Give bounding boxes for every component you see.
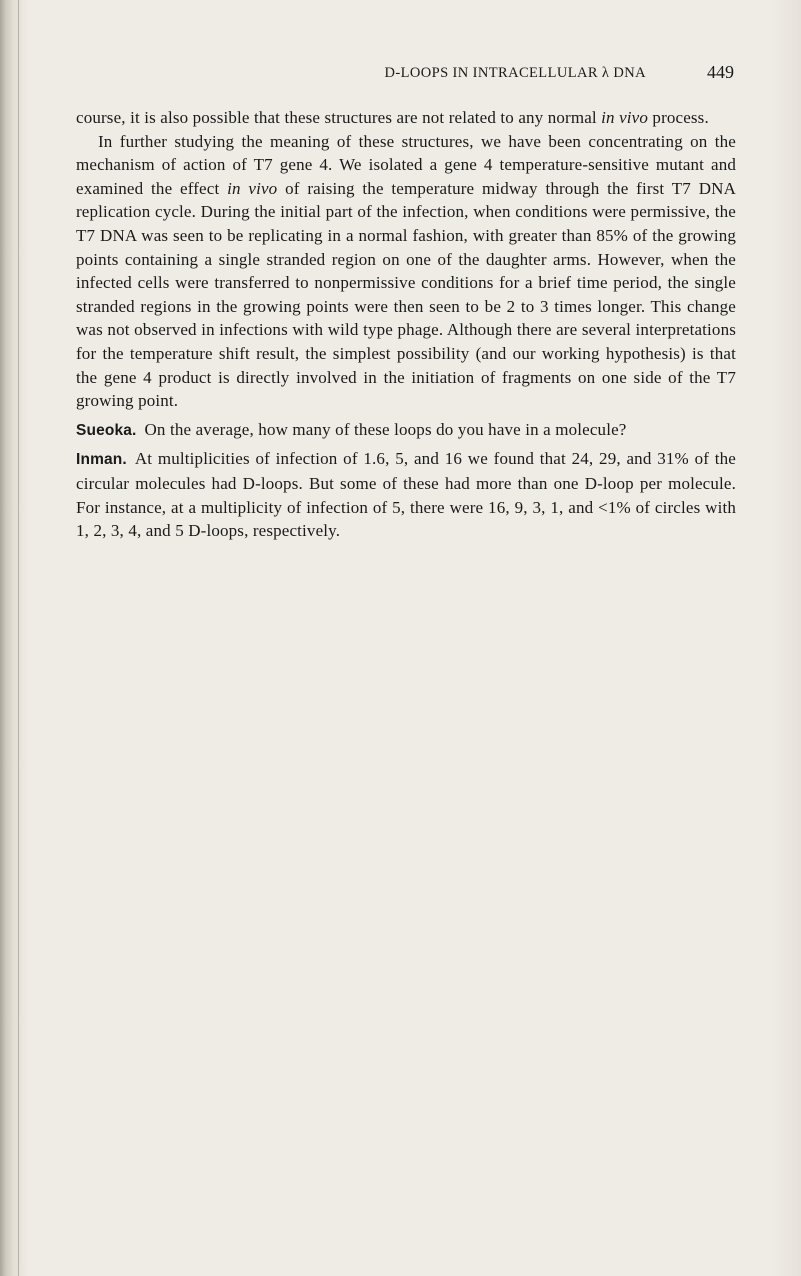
text-run: In further studying the meaning of these structures, we have been concentrating on the mechanism of action of T7 gene 4. We isolated a gene 4 temperature-sensitive mutant and examined the effect <box>76 131 736 198</box>
binding-shadow <box>0 0 26 1276</box>
text-run: of raising the temperature midway through the first T7 DNA replication cycle. During the initial part of the infection, when conditions were permissive, the T7 DNA was seen to be replicating in a normal fashion, with greater than 85% of the growing points containing a single stranded region on one of the daughter arms. However, when the infected cells were transferred to nonpermissive conditions for a brief time period, the single stranded regions in the growing points were then seen to be 2 to 3 times longer. This change was not observed in infections with wild type phage. Although there are several interpretations for the temperature shift result, the simplest possibility (and our working hypothesis) is that the gene 4 product is directly involved in the initiation of fragments on one side of the T7 growing point. <box>76 178 737 411</box>
speaker-name: Sueoka. <box>76 421 137 439</box>
italic-term: in vivo <box>601 108 649 127</box>
speaker-name: Inman. <box>76 451 127 469</box>
discussion-text: On the average, how many of these loops do you have in a molecule? <box>144 419 627 439</box>
discussion-answer <box>76 447 736 542</box>
discussion-text: At multiplicities of infection of 1.6, 5, and 16 we found that 24, 29, and 31% of the circular molecules had D-loops. But some of these had more than one D-loop per molecule. For instance, at a multiplicity of infection of 5, there were 16, 9, 3, 1, and <1% of circles with 1, 2, 3, 4, and 5 D-loops, respectively. <box>76 449 736 541</box>
paragraph-gene4 <box>76 130 736 413</box>
page-number: 449 <box>707 62 734 82</box>
text-run: process. <box>648 108 709 127</box>
italic-term: in vivo <box>227 178 278 198</box>
paragraph-continued <box>76 106 736 130</box>
running-head <box>76 62 734 86</box>
text-run: course, it is also possible that these structures are not related to any normal <box>76 108 602 127</box>
running-title: D-LOOPS IN INTRACELLULAR λ DNA <box>384 65 646 81</box>
binding-edge-line <box>18 0 19 1276</box>
discussion-question <box>76 418 736 443</box>
body-text <box>76 106 736 543</box>
